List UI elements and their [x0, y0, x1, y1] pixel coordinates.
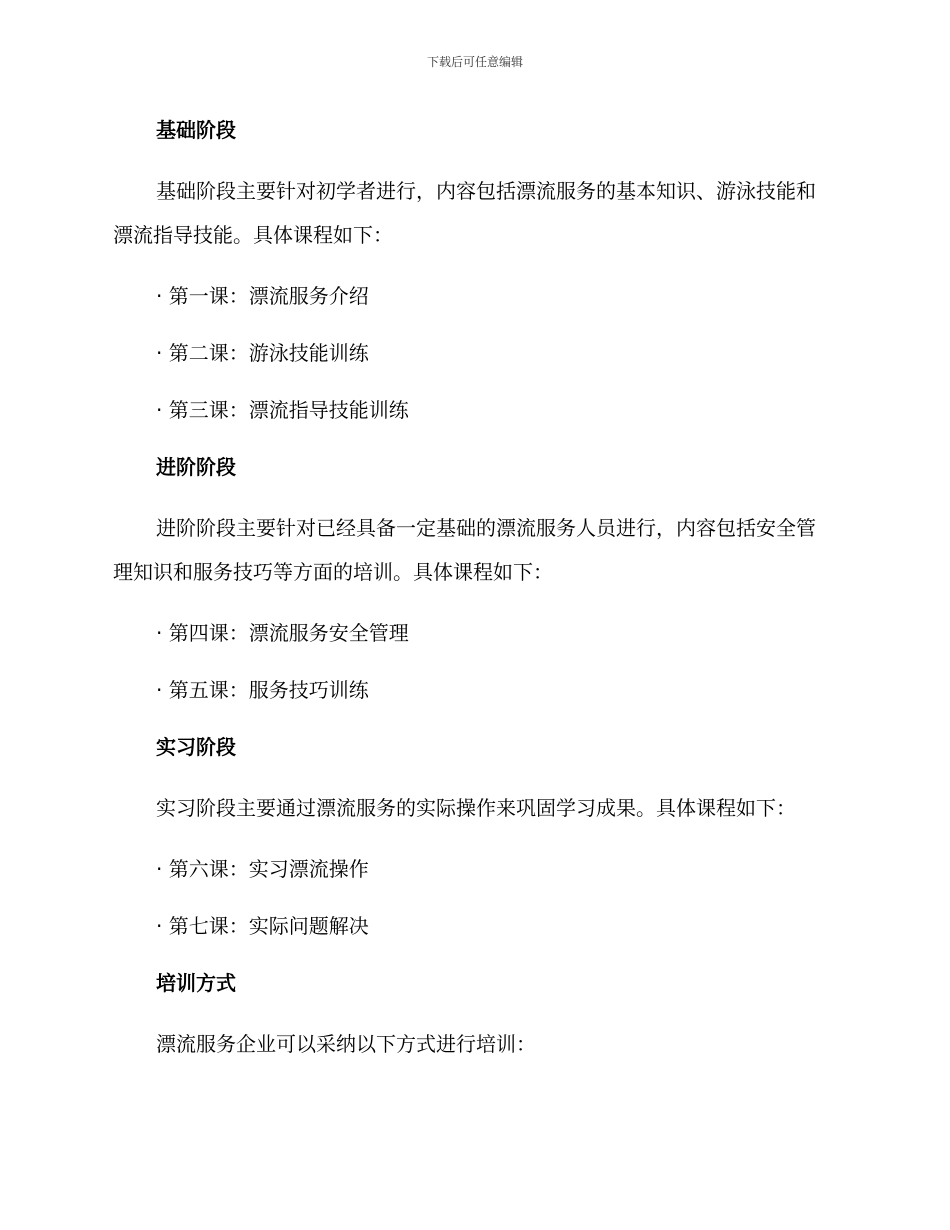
page-header: 下载后可任意编辑 — [426, 55, 523, 69]
list-item: · 第四课：漂流服务安全管理 — [156, 621, 409, 645]
list-item: · 第二课：游泳技能训练 — [156, 341, 369, 365]
section-paragraph-internship: 实习阶段主要通过漂流服务的实际操作来巩固学习成果。具体课程如下： — [156, 796, 796, 820]
section-paragraph-advanced: 进阶阶段主要针对已经具备一定基础的漂流服务人员进行，内容包括安全管理知识和服务技巧等方面的培训。具体课程如下： — [113, 516, 816, 584]
section-heading-basic: 基础阶段 — [156, 118, 236, 142]
list-item: · 第七课：实际问题解决 — [156, 914, 369, 938]
list-item: · 第一课：漂流服务介绍 — [156, 284, 369, 308]
list-item: · 第六课：实习漂流操作 — [156, 857, 369, 881]
section-heading-internship: 实习阶段 — [156, 735, 236, 759]
section-heading-training-methods: 培训方式 — [156, 971, 236, 995]
list-item: · 第五课：服务技巧训练 — [156, 678, 369, 702]
list-item: · 第三课：漂流指导技能训练 — [156, 398, 409, 422]
section-paragraph-training-methods: 漂流服务企业可以采纳以下方式进行培训： — [156, 1032, 536, 1056]
section-heading-advanced: 进阶阶段 — [156, 455, 236, 479]
section-paragraph-basic: 基础阶段主要针对初学者进行，内容包括漂流服务的基本知识、游泳技能和漂流指导技能。具体课程如下： — [113, 179, 816, 247]
document-body — [113, 112, 833, 1066]
